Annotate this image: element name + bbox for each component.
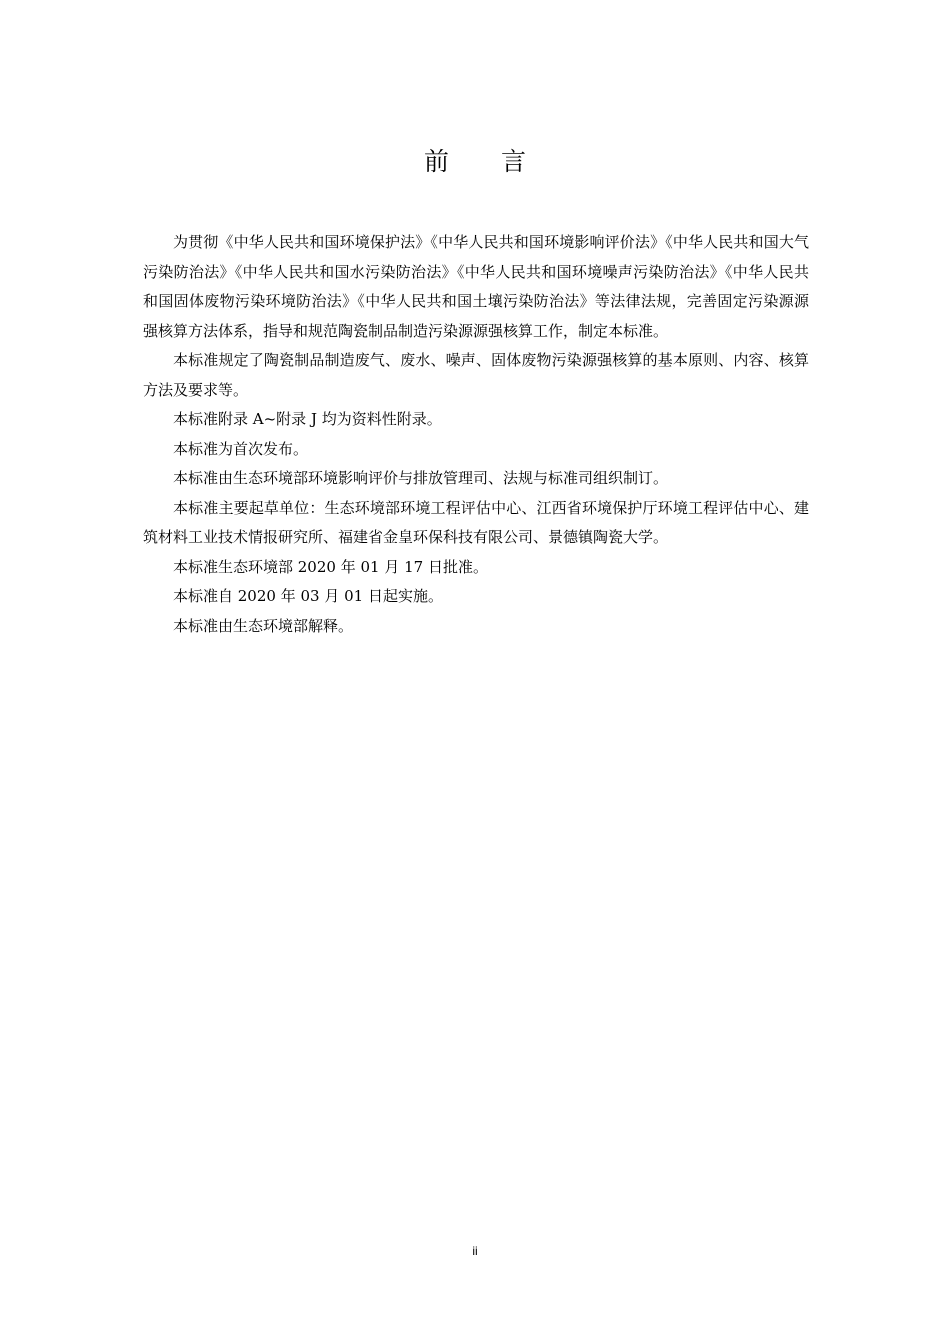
page-number: ii [472, 1244, 478, 1258]
preface-body [143, 228, 809, 641]
paragraph-legal-basis: 为贯彻《中华人民共和国环境保护法》《中华人民共和国环境影响评价法》《中华人民共和国大气污染防治法》《中华人民共和国水污染防治法》《中华人民共和国环境噪声污染防治法》《中华人民共和国固体废物污染环境防治法》《中华人民共和国土壤污染防治法》等法律法规，完善固定污染源源强核算方法体系，指导和规范陶瓷制品制造污染源源强核算工作，制定本标准。 [143, 233, 809, 340]
paragraph-organizer: 本标准由生态环境部环境影响评价与排放管理司、法规与标准司组织制订。 [173, 469, 669, 487]
paragraph-drafting-units: 本标准主要起草单位：生态环境部环境工程评估中心、江西省环境保护厅环境工程评估中心、建筑材料工业技术情报研究所、福建省金皇环保科技有限公司、景德镇陶瓷大学。 [143, 498, 809, 546]
paragraph-appendix: 本标准附录 A~附录 J 均为资料性附录。 [173, 410, 442, 428]
paragraph-interpretation: 本标准由生态环境部解释。 [173, 616, 354, 635]
paragraph-first-release: 本标准为首次发布。 [173, 439, 309, 458]
page-title: 前 言 [424, 146, 548, 176]
paragraph-effective-date: 本标准自 2020 年 03 月 01 日起实施。 [173, 587, 443, 605]
paragraph-scope: 本标准规定了陶瓷制品制造废气、废水、噪声、固体废物污染源强核算的基本原则、内容、核算方法及要求等。 [143, 351, 809, 399]
paragraph-approval-date: 本标准生态环境部 2020 年 01 月 17 日批准。 [173, 557, 488, 576]
